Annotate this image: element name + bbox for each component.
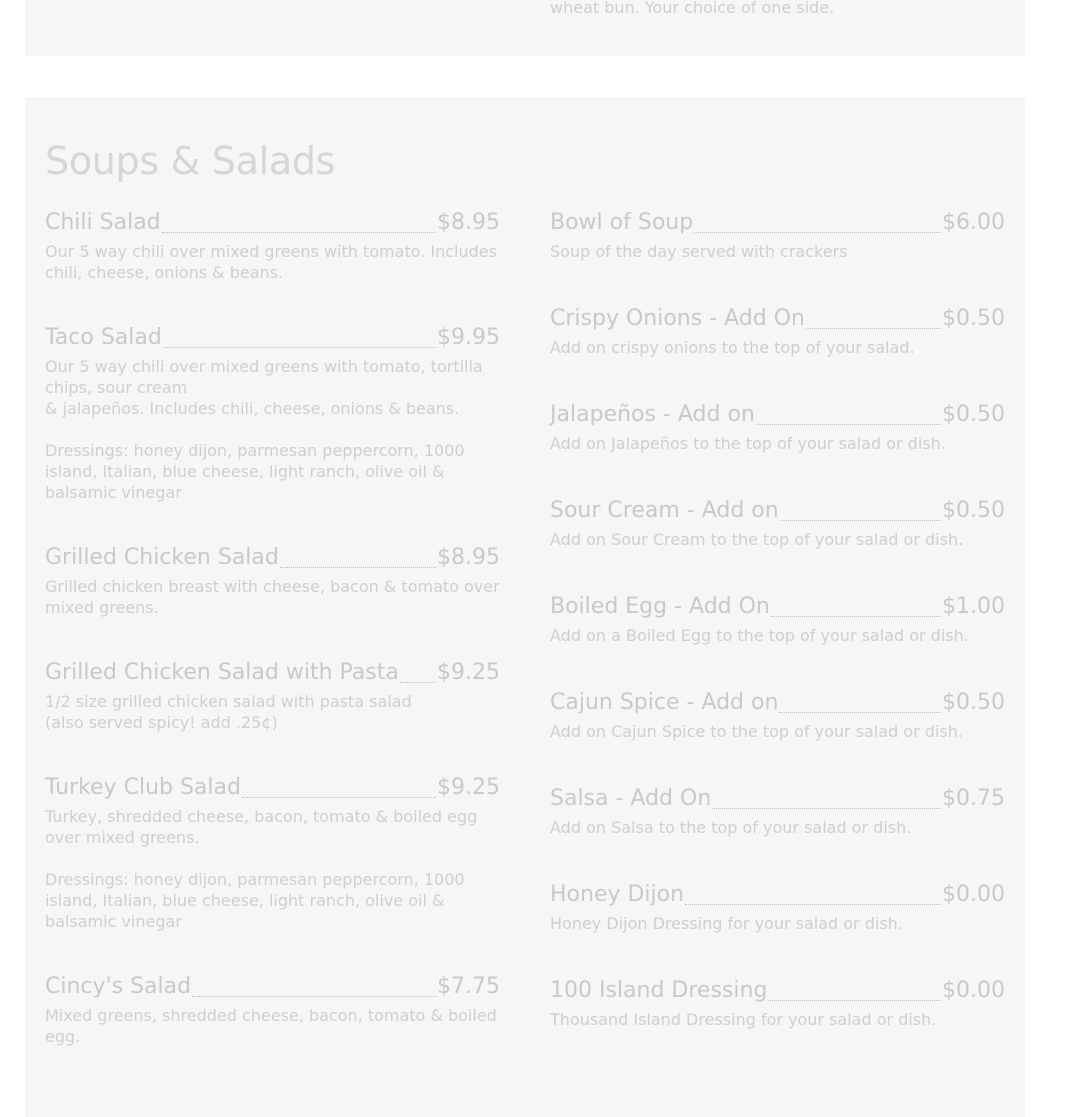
dotted-leader [162,232,436,233]
description-paragraph: Add on Sour Cream to the top of your salad or dish. [550,530,964,549]
menu-item-price: $7.75 [437,974,500,999]
menu-item-crispy-onions-add-on [550,304,1005,358]
dotted-leader [400,682,436,683]
menu-item-name: Cajun Spice - Add on [550,690,779,715]
menu-item-description [550,241,1005,262]
menu-item-name: Salsa - Add On [550,786,712,811]
menu-item-price: $9.95 [437,325,500,350]
description-paragraph: Soup of the day served with crackers [550,242,848,261]
menu-item-name: Boiled Egg - Add On [550,594,770,619]
menu-item-100-island-dressing [550,976,1005,1030]
menu-item-header [45,972,500,1002]
menu-item-cincy-s-salad [45,972,500,1047]
description-paragraph: 1/2 size grilled chicken salad with pasta salad (also served spicy! add .25¢) [45,692,412,732]
menu-item-name: Turkey Club Salad [45,775,241,800]
menu-item-jalape-os-add-on [550,400,1005,454]
menu-item-boiled-egg-add-on [550,592,1005,646]
menu-item-description [550,625,1005,646]
dotted-leader [768,1000,941,1001]
description-paragraph: Grilled chicken breast with cheese, bacon & tomato over mixed greens. [45,577,500,617]
dotted-leader [163,347,436,348]
previous-section-card [25,0,1025,56]
menu-item-description [45,241,500,283]
description-paragraph: Turkey, shredded cheese, bacon, tomato & boiled egg over mixed greens. [45,807,478,847]
menu-item-name: Grilled Chicken Salad with Pasta [45,660,399,685]
menu-item-description [550,433,1005,454]
dotted-leader [780,520,941,521]
description-paragraph: Add on Cajun Spice to the top of your salad or dish. [550,722,963,741]
dotted-leader [712,808,941,809]
menu-item-bowl-of-soup [550,208,1005,262]
menu-item-name: Jalapeños - Add on [550,402,755,427]
menu-item-turkey-club-salad [45,773,500,932]
menu-item-name: Honey Dijon [550,882,685,907]
menu-item-price: $9.25 [437,660,500,685]
menu-item-grilled-chicken-salad-with-pasta [45,658,500,733]
menu-item-header [550,688,1005,718]
menu-item-name: Sour Cream - Add on [550,498,779,523]
menu-item-price: $0.50 [942,306,1005,331]
menu-item-description [550,1009,1005,1030]
menu-item-chili-salad [45,208,500,283]
dotted-leader [280,567,436,568]
menu-item-sour-cream-add-on [550,496,1005,550]
menu-column-right [550,208,1005,1072]
description-paragraph: Thousand Island Dressing for your salad or dish. [550,1010,937,1029]
menu-item-header [550,304,1005,334]
description-paragraph: Add on Jalapeños to the top of your salad or dish. [550,434,946,453]
menu-item-price: $0.75 [942,786,1005,811]
dotted-leader [685,904,941,905]
description-paragraph: Add on crispy onions to the top of your salad. [550,338,915,357]
menu-item-header [550,976,1005,1006]
section-title: Soups & Salads [45,139,336,183]
description-paragraph: Dressings: honey dijon, parmesan peppercorn, 1000 island, Italian, blue cheese, light ranch, olive oil & balsamic vinegar [45,870,465,931]
menu-item-price: $8.95 [437,545,500,570]
menu-item-description [45,691,500,733]
menu-column-left [45,208,500,1087]
dotted-leader [242,797,436,798]
menu-item-description [550,913,1005,934]
menu-item-name: Bowl of Soup [550,210,694,235]
menu-item-header [550,208,1005,238]
menu-item-header [550,496,1005,526]
menu-item-name: 100 Island Dressing [550,978,768,1003]
menu-item-header [45,658,500,688]
menu-item-price: $0.50 [942,402,1005,427]
menu-item-honey-dijon [550,880,1005,934]
menu-item-price: $0.50 [942,498,1005,523]
menu-item-name: Taco Salad [45,325,162,350]
menu-item-name: Cincy's Salad [45,974,192,999]
description-paragraph: Our 5 way chili over mixed greens with tomato, tortilla chips, sour cream & jalapeños. Includes chili, cheese, onions & beans. [45,357,483,418]
menu-item-price: $9.25 [437,775,500,800]
menu-item-grilled-chicken-salad [45,543,500,618]
dotted-leader [694,232,941,233]
menu-item-name: Grilled Chicken Salad [45,545,279,570]
menu-item-header [45,208,500,238]
menu-item-description [45,806,500,932]
soups-salads-section [25,97,1025,1117]
menu-item-description [550,529,1005,550]
menu-item-description [550,817,1005,838]
dotted-leader [771,616,941,617]
menu-item-description [45,356,500,503]
menu-item-price: $6.00 [942,210,1005,235]
description-paragraph: Add on a Boiled Egg to the top of your salad or dish. [550,626,969,645]
menu-item-description [550,721,1005,742]
menu-item-salsa-add-on [550,784,1005,838]
description-paragraph: Dressings: honey dijon, parmesan peppercorn, 1000 island, Italian, blue cheese, light ranch, olive oil & balsamic vinegar [45,441,465,502]
dotted-leader [806,328,941,329]
menu-item-price: $8.95 [437,210,500,235]
menu-item-price: $1.00 [942,594,1005,619]
menu-item-header [45,323,500,353]
menu-item-description [45,1005,500,1047]
menu-item-price: $0.00 [942,978,1005,1003]
menu-item-name: Chili Salad [45,210,161,235]
menu-item-cajun-spice-add-on [550,688,1005,742]
menu-item-header [550,784,1005,814]
menu-item-header [550,400,1005,430]
menu-item-price: $0.50 [942,690,1005,715]
description-paragraph: Honey Dijon Dressing for your salad or dish. [550,914,903,933]
menu-item-header [550,592,1005,622]
dotted-leader [756,424,941,425]
dotted-leader [192,996,436,997]
description-paragraph: Mixed greens, shredded cheese, bacon, tomato & boiled egg. [45,1006,497,1046]
menu-item-price: $0.00 [942,882,1005,907]
dotted-leader [779,712,941,713]
menu-item-taco-salad [45,323,500,503]
menu-item-description [550,337,1005,358]
menu-item-name: Crispy Onions - Add On [550,306,805,331]
description-paragraph: Add on Salsa to the top of your salad or dish. [550,818,912,837]
menu-item-description [45,576,500,618]
menu-item-header [45,543,500,573]
previous-item-description: wheat bun. Your choice of one side. [550,0,835,17]
menu-item-header [45,773,500,803]
description-paragraph: Our 5 way chili over mixed greens with tomato. Includes chili, cheese, onions & beans. [45,242,497,282]
menu-item-header [550,880,1005,910]
